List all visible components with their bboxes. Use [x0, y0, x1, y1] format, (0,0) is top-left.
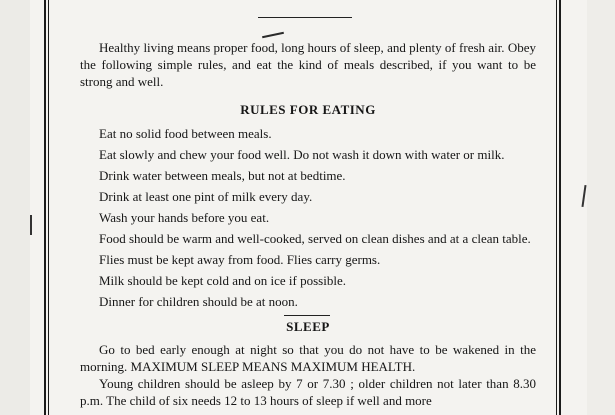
- pen-mark: [262, 32, 284, 39]
- sleep-paragraph: Go to bed early enough at night so that you do not have to be wakened in the morning. MAXIMUM SLEEP MEANS MAXIMUM HEALTH.: [80, 342, 536, 374]
- page-border-left: [44, 0, 49, 415]
- rule-item: Drink water between meals, but not at bedtime.: [99, 168, 346, 183]
- rule-item: Eat no solid food between meals.: [99, 126, 272, 141]
- rule-item: Dinner for children should be at noon.: [99, 294, 298, 309]
- intro-paragraph: Healthy living means proper food, long hours of sleep, and plenty of fresh air. Obey the following simple rules, and eat the kind of meals described, if you want to be strong and well.: [80, 40, 536, 89]
- sleep-paragraph: Young children should be asleep by 7 or 7.30 ; older children not later than 8.30 p.m. The child of six needs 12 to 13 hours of sleep if well and more: [80, 376, 536, 408]
- eating-rules-list: [80, 125, 536, 310]
- margin-mark: [30, 215, 32, 235]
- sleep-heading-mark: [284, 315, 330, 316]
- rule-item: Wash your hands before you eat.: [99, 210, 270, 225]
- page-edge-right: [587, 0, 615, 415]
- document-body: [80, 39, 536, 409]
- page-edge-left: [0, 0, 30, 415]
- sleep-heading: [80, 318, 536, 335]
- rule-item: Eat slowly and chew your food well. Do not wash it down with water or milk.: [99, 147, 505, 162]
- rule-item: Drink at least one pint of milk every day.: [99, 189, 313, 204]
- sleep-heading-text: SLEEP: [286, 319, 330, 334]
- right-margin-mark: [581, 185, 586, 207]
- top-divider-rule: [258, 17, 352, 18]
- eating-heading: RULES FOR EATING: [240, 102, 376, 117]
- rule-item: Milk should be kept cold and on ice if possible.: [99, 273, 346, 288]
- page-border-right: [556, 0, 561, 415]
- rule-item: Food should be warm and well-cooked, served on clean dishes and at a clean table.: [99, 231, 531, 246]
- rule-item: Flies must be kept away from food. Flies carry germs.: [99, 252, 381, 267]
